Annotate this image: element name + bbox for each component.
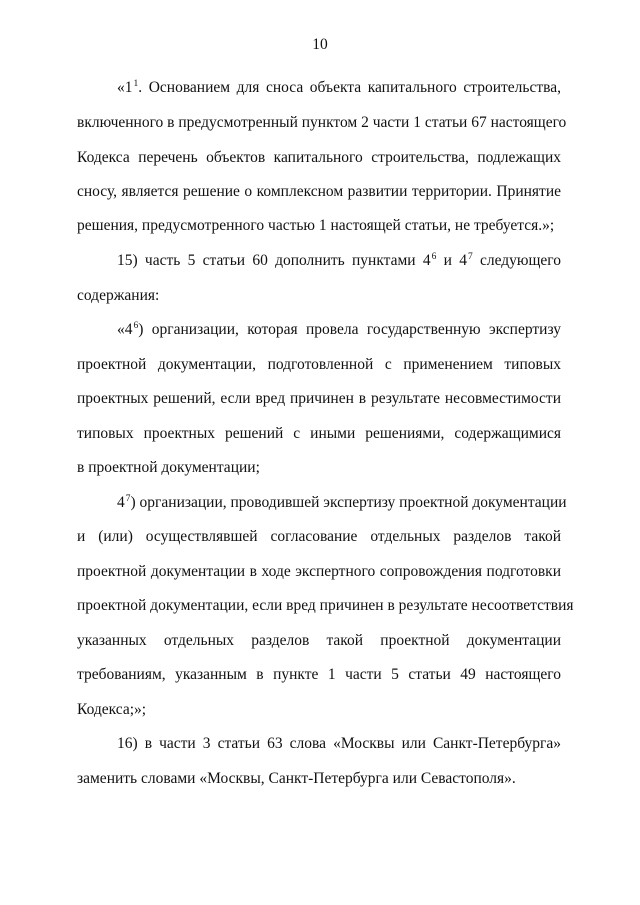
paragraph-1-line-5: решения, предусмотренного частью 1 настоящей статьи, не требуется.»; [77,217,555,234]
text-segment: ) организации, проводившей экспертизу проектной документации [130,494,567,511]
text-segment: «1 [117,79,133,96]
superscript: 7 [125,494,131,504]
text-segment: следующего [472,252,562,269]
paragraph-5-line-2: заменить словами «Москвы, Санкт-Петербурга или Севастополя». [77,770,516,787]
paragraph-4-line-2: и (или) осуществлявшей согласование отдельных разделов такой [77,528,561,545]
paragraph-3-line-4: типовых проектных решений с иными решениями, содержащимися [77,425,561,442]
paragraph-3-line-1 [117,321,561,339]
paragraph-1-line-2: включенного в предусмотренный пунктом 2 части 1 статьи 67 настоящего [77,114,567,131]
paragraph-4-line-6: требованиям, указанным в пункте 1 части 5 статьи 49 настоящего [77,666,561,683]
text-segment: 4 [117,494,125,511]
paragraph-2-line-2: содержания: [77,287,160,304]
paragraph-4-line-5: указанных отдельных разделов такой проектной документации [77,632,561,649]
text-segment: . Основанием для сноса объекта капитального строительства, [138,79,561,96]
superscript: 1 [133,79,139,89]
superscript: 6 [133,321,139,331]
paragraph-4-line-1 [117,494,567,512]
superscript: 7 [467,252,473,262]
paragraph-3-line-2: проектной документации, подготовленной с применением типовых [77,356,561,373]
paragraph-2-line-1 [117,252,561,270]
text-segment: и 4 [436,252,467,269]
superscript: 6 [431,252,437,262]
paragraph-5-line-1: 16) в части 3 статьи 63 слова «Москвы или Санкт-Петербурга» [117,735,561,752]
paragraph-4-line-3: проектной документации в ходе экспертного сопровождения подготовки [77,563,561,580]
text-segment: 15) часть 5 статьи 60 дополнить пунктами 4 [117,252,431,269]
paragraph-3-line-5: в проектной документации; [77,459,260,476]
paragraph-1-line-4: сносу, является решение о комплексном развитии территории. Принятие [77,183,561,200]
text-segment: ) организации, которая провела государственную экспертизу [138,321,561,338]
page-number: 10 [312,36,328,53]
paragraph-1-line-3: Кодекса перечень объектов капитального строительства, подлежащих [77,149,561,166]
text-segment: «4 [117,321,133,338]
paragraph-4-line-7: Кодекса;»; [77,701,147,718]
paragraph-4-line-4: проектной документации, если вред причинен в результате несоответствия [77,597,574,614]
paragraph-3-line-3: проектных решений, если вред причинен в результате несовместимости [77,390,561,407]
paragraph-1-line-1 [117,79,561,97]
